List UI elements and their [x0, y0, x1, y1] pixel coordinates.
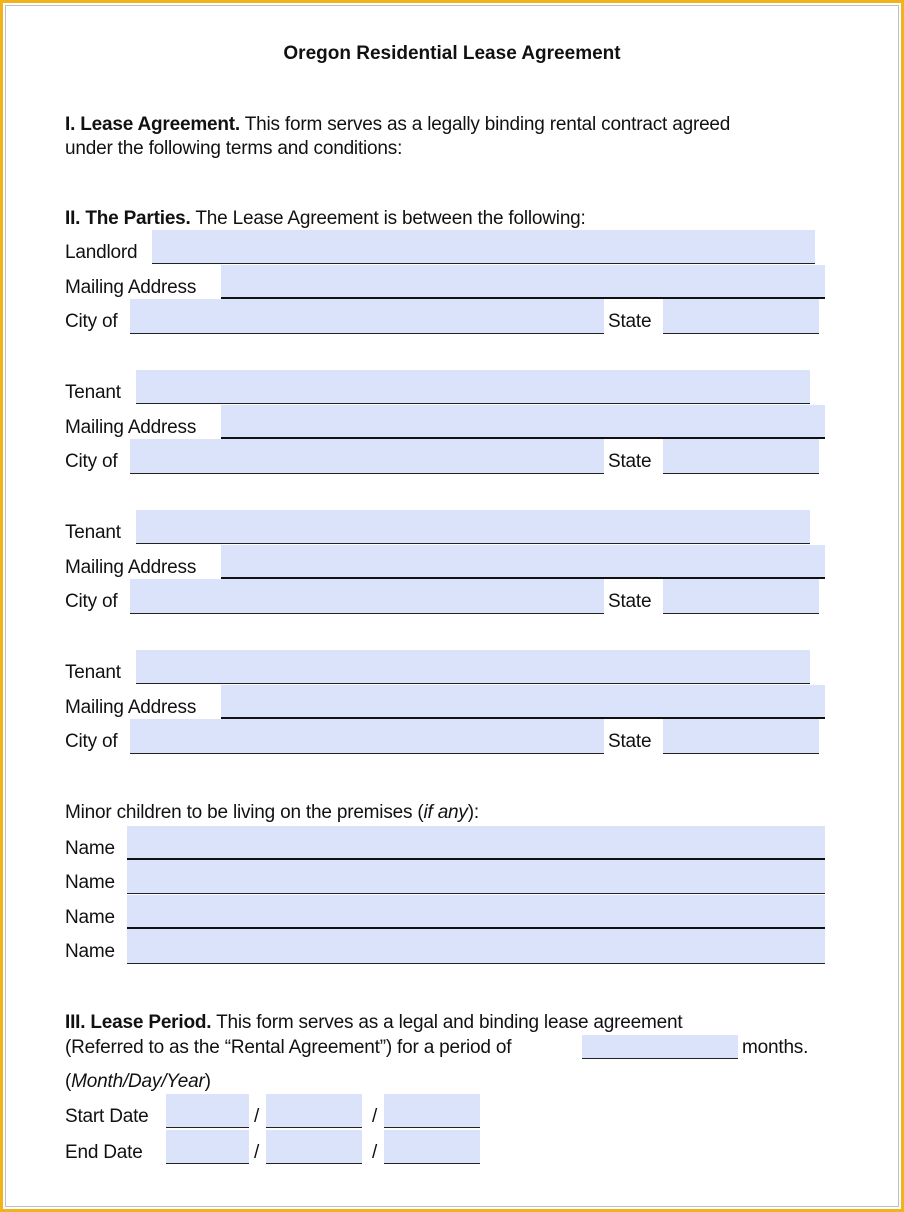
tenant2-state-label: State — [608, 591, 652, 612]
minor3-label: Name — [65, 907, 115, 928]
minors-intro-italic: if any — [423, 802, 468, 823]
tenant1-name-field[interactable] — [136, 370, 810, 404]
tenant2-city-field[interactable] — [130, 579, 604, 614]
tenant2-city-label: City of — [65, 591, 118, 612]
section3-heading: III. Lease Period. — [65, 1012, 212, 1033]
tenant1-label: Tenant — [65, 382, 121, 403]
minor2-label: Name — [65, 872, 115, 893]
landlord-state-field[interactable] — [663, 299, 819, 334]
lease-months-field[interactable] — [582, 1035, 738, 1059]
section3-line1 — [65, 1012, 682, 1034]
section2-heading: II. The Parties. — [65, 208, 191, 229]
tenant1-state-label: State — [608, 451, 652, 472]
start-day-field[interactable] — [266, 1094, 362, 1128]
tenant2-address-field[interactable] — [221, 545, 825, 579]
date-format-close: ) — [204, 1071, 211, 1092]
end-date-label: End Date — [65, 1142, 143, 1163]
document-title: Oregon Residential Lease Agreement — [283, 43, 621, 64]
minor2-name-field[interactable] — [127, 860, 825, 894]
section3-text-line1: This form serves as a legal and binding lease agreement — [211, 1012, 683, 1033]
tenant3-state-field[interactable] — [663, 719, 819, 754]
date-format-open: ( — [65, 1071, 72, 1092]
landlord-state-label: State — [608, 311, 652, 332]
tenant1-address-field[interactable] — [221, 405, 825, 439]
end-day-field[interactable] — [266, 1130, 362, 1164]
tenant3-city-field[interactable] — [130, 719, 604, 754]
minor4-name-field[interactable] — [127, 929, 825, 964]
section1-text-line1: This form serves as a legally binding rental contract agreed — [240, 114, 731, 135]
start-separator-1: / — [254, 1106, 260, 1127]
tenant3-name-field[interactable] — [136, 650, 810, 684]
start-separator-2: / — [372, 1106, 378, 1127]
tenant3-state-label: State — [608, 731, 652, 752]
tenant3-address-label: Mailing Address — [65, 697, 197, 718]
tenant1-address-label: Mailing Address — [65, 417, 197, 438]
tenant1-city-label: City of — [65, 451, 118, 472]
minors-intro-end: ): — [467, 802, 479, 823]
landlord-label: Landlord — [65, 242, 138, 263]
date-format: Month/Day/Year — [71, 1071, 205, 1092]
end-month-field[interactable] — [166, 1130, 249, 1164]
section1-text-line2: under the following terms and conditions: — [65, 138, 403, 159]
minor3-name-field[interactable] — [127, 895, 825, 929]
end-year-field[interactable] — [384, 1130, 480, 1164]
landlord-address-field[interactable] — [221, 265, 825, 299]
date-format-note — [65, 1071, 211, 1093]
tenant3-city-label: City of — [65, 731, 118, 752]
minor1-label: Name — [65, 838, 115, 859]
months-label: months. — [742, 1037, 809, 1058]
section1-heading: I. Lease Agreement. — [65, 114, 241, 135]
tenant3-label: Tenant — [65, 662, 121, 683]
section2-text: The Lease Agreement is between the following: — [190, 208, 586, 229]
section3-text-line2: (Referred to as the “Rental Agreement”) for a period of — [65, 1037, 512, 1058]
landlord-city-field[interactable] — [130, 299, 604, 334]
section2-intro — [65, 208, 586, 230]
start-month-field[interactable] — [166, 1094, 249, 1128]
tenant1-city-field[interactable] — [130, 439, 604, 474]
landlord-name-field[interactable] — [152, 230, 815, 264]
minors-intro-text: Minor children to be living on the premises ( — [65, 802, 424, 823]
tenant2-label: Tenant — [65, 522, 121, 543]
end-separator-1: / — [254, 1142, 260, 1163]
section1-line1 — [65, 114, 730, 136]
end-separator-2: / — [372, 1142, 378, 1163]
start-year-field[interactable] — [384, 1094, 480, 1128]
tenant2-state-field[interactable] — [663, 579, 819, 614]
tenant1-state-field[interactable] — [663, 439, 819, 474]
tenant3-address-field[interactable] — [221, 685, 825, 719]
minors-intro — [65, 802, 479, 824]
minor4-label: Name — [65, 941, 115, 962]
landlord-address-label: Mailing Address — [65, 277, 197, 298]
start-date-label: Start Date — [65, 1106, 149, 1127]
minor1-name-field[interactable] — [127, 826, 825, 860]
landlord-city-label: City of — [65, 311, 118, 332]
tenant2-address-label: Mailing Address — [65, 557, 197, 578]
tenant2-name-field[interactable] — [136, 510, 810, 544]
